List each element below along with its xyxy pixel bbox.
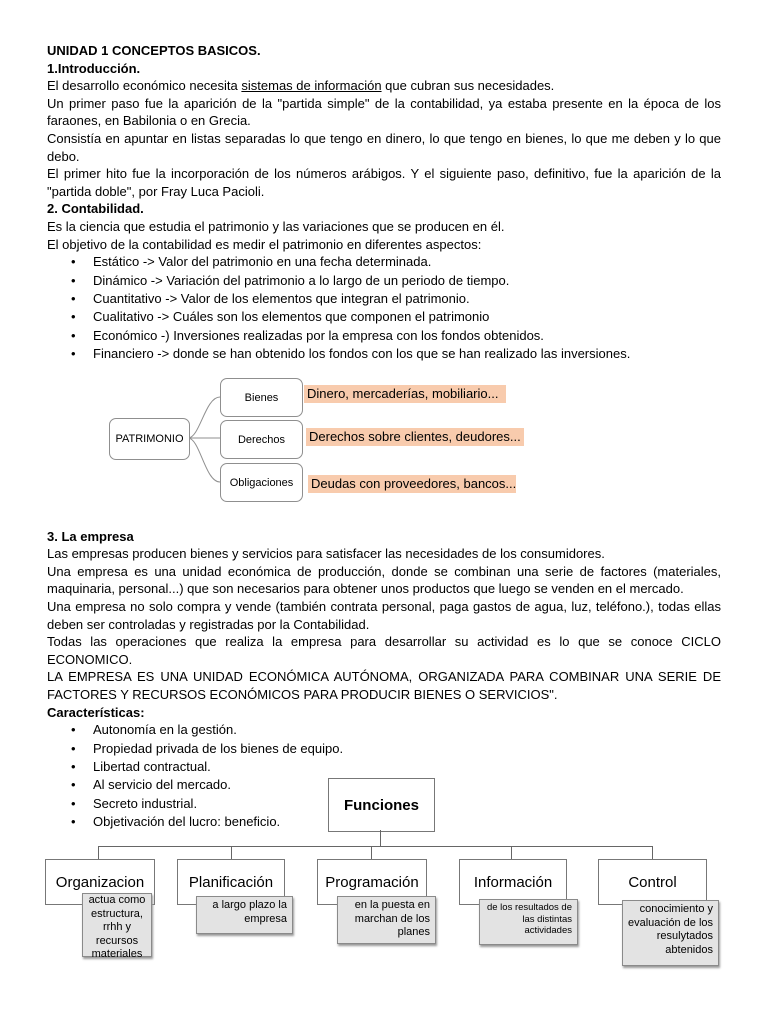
function-planificacion: Planificación xyxy=(177,859,285,905)
desc-programacion: en la puesta en marchan de los planes xyxy=(337,896,436,944)
paragraph: Las empresas producen bienes y servicios para satisfacer las necesidades de los consumidores. xyxy=(47,546,605,562)
paragraph: LA EMPRESA ES UNA UNIDAD ECONÓMICA AUTÓNOMA, ORGANIZADA PARA COMBINAR UNA SERIE DE FACTORES Y RECURSOS ECONÓMICOS PARA PRODUCIR BIENES O SERVICIOS". xyxy=(47,669,721,702)
paragraph: Una empresa es una unidad económica de producción, donde se combinan una serie de factores (materiales, maquinaria, personal...) que son necesarios para obtener unos productos que luego se venden en el mercado. xyxy=(47,563,721,597)
desc-planificacion: a largo plazo la empresa xyxy=(196,896,293,934)
paragraph: El primer hito fue la incorporación de los números arábigos. Y el siguiente paso, definitivo, fue la aparición de la "partida doble", por Fray Luca Pacioli. xyxy=(47,166,721,199)
paragraph: Consistía en apuntar en listas separadas lo que tengo en dinero, lo que tengo en bienes, lo que me deben y lo que debo. xyxy=(47,130,721,164)
aspects-list xyxy=(47,253,721,363)
list-item: • Objetivación del lucro: beneficio. xyxy=(47,813,721,831)
connector xyxy=(98,846,652,847)
funciones-root: Funciones xyxy=(328,778,435,832)
list-item: • Dinámico -> Variación del patrimonio a lo largo de un periodo de tiempo. xyxy=(47,272,721,290)
list-item: • Autonomía en la gestión. xyxy=(47,721,721,739)
connector xyxy=(380,830,381,847)
section-3-heading: 3. La empresa xyxy=(47,528,134,544)
list-item: • Secreto industrial. xyxy=(47,795,721,813)
paragraph: Una empresa no solo compra y vende (también contrata personal, paga gastos de agua, luz, teléfono.), todas ellas deben ser controladas y registradas por la Contabilidad. xyxy=(47,598,721,632)
paragraph: Todas las operaciones que realiza la empresa para desarrollar su actividad es lo que se conoce CICLO ECONOMICO. xyxy=(47,634,721,667)
function-control: Control xyxy=(598,859,707,905)
note-bienes: Dinero, mercaderías, mobiliario... xyxy=(304,385,506,403)
connector xyxy=(652,846,653,859)
section-2-heading: 2. Contabilidad. xyxy=(47,201,144,217)
branch-obligaciones: Obligaciones xyxy=(220,463,303,502)
desc-control: conocimiento y evaluación de los resulytados abtenidos xyxy=(622,900,719,966)
text: que cubran sus necesidades. xyxy=(381,78,555,94)
list-item: • Cuantitativo -> Valor de los elementos que integran el patrimonio. xyxy=(47,290,721,308)
branch-derechos: Derechos xyxy=(220,420,303,459)
list-item: • Al servicio del mercado. xyxy=(47,776,721,794)
connector xyxy=(511,846,512,859)
section-1-heading: 1.Introducción. xyxy=(47,60,141,76)
connector xyxy=(371,846,372,859)
list-item: • Libertad contractual. xyxy=(47,758,721,776)
paragraph xyxy=(47,77,721,95)
note-obligaciones: Deudas con proveedores, bancos... xyxy=(308,475,516,493)
paragraph: Un primer paso fue la aparición de la "partida simple" de la contabilidad, ya estaba presente en la época de los faraones, en Babilonia o en Grecia. xyxy=(47,95,721,129)
list-item: • Económico -) Inversiones realizadas por la empresa con los fondos obtenidos. xyxy=(47,327,721,345)
paragraph: Es la ciencia que estudia el patrimonio y las variaciones que se producen en él. xyxy=(47,218,505,234)
connector xyxy=(231,846,232,859)
characteristics-heading: Características: xyxy=(47,704,145,720)
paragraph: El objetivo de la contabilidad es medir el patrimonio en diferentes aspectos: xyxy=(47,236,482,252)
function-programacion: Programación xyxy=(317,859,427,905)
list-item: • Cualitativo -> Cuáles son los elementos que componen el patrimonio xyxy=(47,308,721,326)
unit-title: UNIDAD 1 CONCEPTOS BASICOS. xyxy=(47,43,261,58)
info-systems-link[interactable]: sistemas de información xyxy=(241,78,382,94)
text: El desarrollo económico necesita xyxy=(47,78,242,94)
function-organizacion: Organizacion xyxy=(45,859,155,905)
desc-informacion: de los resultados de las distintas actividades xyxy=(479,899,578,945)
note-derechos: Derechos sobre clientes, deudores... xyxy=(306,428,524,446)
list-item: • Estático -> Valor del patrimonio en una fecha determinada. xyxy=(47,253,721,271)
connector xyxy=(98,846,99,859)
list-item: • Financiero -> donde se han obtenido los fondos con los que se han realizado las inversiones. xyxy=(47,345,721,363)
patrimonio-root: PATRIMONIO xyxy=(109,418,190,460)
desc-organizacion: actua como estructura, rrhh y recursos materiales xyxy=(82,893,152,957)
branch-bienes: Bienes xyxy=(220,378,303,417)
function-informacion: Información xyxy=(459,859,567,905)
list-item: • Propiedad privada de los bienes de equipo. xyxy=(47,740,721,758)
